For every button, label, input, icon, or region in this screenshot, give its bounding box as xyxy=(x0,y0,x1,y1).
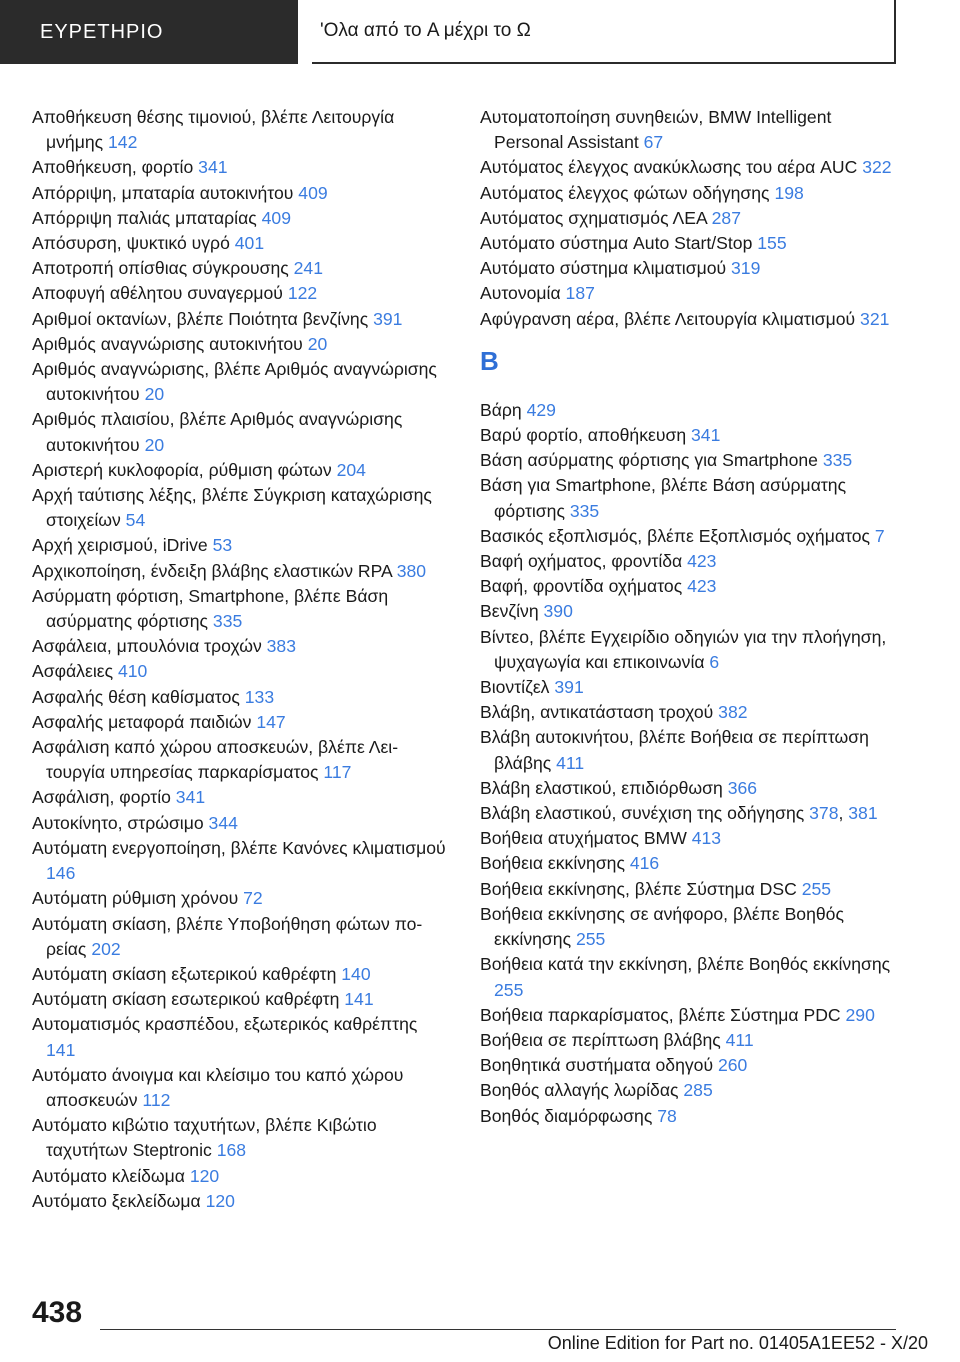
page-link[interactable]: 255 xyxy=(801,878,832,899)
index-entry xyxy=(32,281,450,306)
index-entry xyxy=(480,1104,900,1129)
index-entry-text: Αυτόματη σκίαση εσωτερικού καθρέφτη xyxy=(32,989,340,1010)
index-entry-text: Αυτοματοποίηση συνηθειών, BMW Intelligent Personal Assistant xyxy=(480,107,832,153)
index-entry xyxy=(480,1078,900,1103)
page-link[interactable]: 322 xyxy=(862,157,892,178)
page-link[interactable]: 67 xyxy=(643,132,664,153)
page-link[interactable]: 53 xyxy=(212,535,233,556)
index-entry xyxy=(480,625,900,675)
index-entry-text: Βοήθεια εκκίνησης xyxy=(480,853,625,874)
index-column-left xyxy=(32,105,450,1214)
page-link[interactable]: 141 xyxy=(46,1039,76,1060)
index-entry-text: Αριστερή κυκλοφορία, ρύθμιση φώτων xyxy=(32,459,332,480)
index-entry-text: Αυτόματη ρύθμιση χρόνου xyxy=(32,888,239,909)
page-link[interactable]: 335 xyxy=(822,450,853,471)
index-entry xyxy=(480,206,900,231)
page-link[interactable]: 390 xyxy=(543,601,573,622)
index-entry-text: Βλάβη, αντικατάσταση τροχού xyxy=(480,702,714,723)
index-entry xyxy=(32,811,450,836)
page-link[interactable]: 187 xyxy=(565,283,595,304)
index-entry-text: Αυτόματος έλεγχος ανακύκλωσης του αέρα AUC xyxy=(480,157,858,178)
index-entry xyxy=(32,836,450,886)
page-link[interactable]: 198 xyxy=(774,182,804,203)
index-entry-text: Αυτόματος σχηματισμός ΛΕΑ xyxy=(480,207,707,228)
index-entry xyxy=(480,231,900,256)
index-entry-text: Αποθήκευση θέσης τιμονιού, βλέπε Λειτουργία μνήμης xyxy=(32,107,395,153)
index-entry-text: Ασφαλής θέση καθίσματος xyxy=(32,686,240,707)
index-entry xyxy=(32,155,450,180)
index-entry-text: Βιοντίζελ xyxy=(480,677,550,698)
page-link[interactable]: 378 xyxy=(809,803,839,824)
page-number: 438 xyxy=(32,1296,83,1329)
index-entry xyxy=(480,952,900,1002)
index-entry-text: Βοηθός αλλαγής λωρίδας xyxy=(480,1080,679,1101)
index-entry xyxy=(32,710,450,735)
index-entry xyxy=(480,473,900,523)
index-entry-text: Αυτόματος έλεγχος φώτων οδήγησης xyxy=(480,182,770,203)
header-title-text: 'Ολα από το A μέχρι το Ω xyxy=(320,20,531,41)
index-entry-text: Αυτόματη σκίαση εξωτερικού καθρέφτη xyxy=(32,963,337,984)
page-link[interactable]: 413 xyxy=(691,828,722,849)
index-entry xyxy=(480,155,900,180)
index-entry-text: Αριθμός αναγνώρισης, βλέπε Αριθμός αναγνώρισης αυτοκινήτου xyxy=(32,359,437,405)
index-entry xyxy=(32,785,450,810)
page-link[interactable]: 146 xyxy=(46,863,76,884)
page-link[interactable]: 423 xyxy=(687,551,717,572)
page-link[interactable]: 120 xyxy=(205,1190,235,1211)
index-entry xyxy=(480,398,900,423)
index-entry xyxy=(32,987,450,1012)
index-entry-text: Απόρριψη, μπαταρία αυτοκινήτου xyxy=(32,182,294,203)
index-entry-text: Αυτόματο σύστημα κλιματισμού xyxy=(480,258,727,279)
page-link[interactable]: 366 xyxy=(727,777,758,798)
index-entry-text: Ασύρματη φόρτιση, Smartphone, βλέπε Βάση ασύρματης φόρτισης xyxy=(32,585,389,632)
index-entry-text: Βοήθεια σε περίπτωση βλάβης xyxy=(480,1029,721,1050)
page-link[interactable]: 20 xyxy=(144,384,165,405)
page-link[interactable]: 344 xyxy=(208,812,238,833)
index-tab-label: ΕΥΡΕΤΗΡΙΟ xyxy=(40,20,164,43)
index-entry-text: Βοηθός διαμόρφωσης xyxy=(480,1105,653,1126)
index-entry xyxy=(32,231,450,256)
index-entry-text: Βοήθεια εκκίνησης σε ανήφορο, βλέπε Βοηθός εκκίνησης xyxy=(480,903,844,950)
page-link[interactable]: 168 xyxy=(216,1140,247,1161)
index-entry xyxy=(32,886,450,911)
index-entry xyxy=(480,423,900,448)
index-entry xyxy=(480,1053,900,1078)
index-entry-text: Αποθήκευση, φορτίο xyxy=(32,157,194,178)
page-link[interactable]: 202 xyxy=(91,938,121,959)
header-title xyxy=(312,0,896,64)
index-entry xyxy=(32,1113,450,1163)
index-entry xyxy=(32,483,450,533)
index-entry-text: Βάρη xyxy=(480,399,522,420)
index-entry-text: Αριθμοί οκτανίων, βλέπε Ποιότητα βενζίνης xyxy=(32,308,369,329)
index-entry-text: Ασφάλιση καπό χώρου αποσκευών, βλέπε Λειτουργία υπηρεσίας παρκαρίσματος xyxy=(32,737,399,783)
index-entry-text: Βαφή οχήματος, φροντίδα xyxy=(480,551,683,572)
index-entry xyxy=(32,685,450,710)
index-entry xyxy=(32,584,450,634)
index-entry xyxy=(32,105,450,155)
page-link[interactable]: 285 xyxy=(683,1080,713,1101)
page-link[interactable]: 410 xyxy=(117,661,148,682)
footer-divider xyxy=(100,1329,896,1330)
index-entry-text: Αυτόματο άνοιγμα και κλείσιμο του καπό χώρου αποσκευών xyxy=(32,1064,404,1110)
index-entry-text: Αποτροπή οπίσθιας σύγκρουσης xyxy=(32,258,289,279)
page-link[interactable]: 20 xyxy=(307,333,328,354)
index-entry-text: Αυτοκίνητο, στρώσιμο xyxy=(32,812,204,833)
page-link[interactable]: 409 xyxy=(261,207,291,228)
index-entry xyxy=(480,256,900,281)
index-entry xyxy=(32,407,450,457)
page-link[interactable]: 411 xyxy=(725,1029,754,1050)
index-entry-text: Αποφυγή αθέλητου συναγερμού xyxy=(32,283,283,304)
index-entry-text: Βαρύ φορτίο, αποθήκευση xyxy=(480,425,687,446)
page-link[interactable]: 380 xyxy=(396,560,427,581)
index-entry-text: Αυτόματο ξεκλείδωμα xyxy=(32,1190,201,1211)
page-link[interactable]: 78 xyxy=(657,1105,677,1126)
index-entry-text: Ασφάλεια, μπουλόνια τροχών xyxy=(32,636,262,657)
index-entry-text: Βοήθεια εκκίνησης, βλέπε Σύστημα DSC xyxy=(480,878,797,899)
index-entry-text: Αυτόματη ενεργοποίηση, βλέπε Κανόνες κλιματισμού xyxy=(32,837,446,858)
index-entry xyxy=(480,877,900,902)
index-entry xyxy=(32,659,450,684)
index-entry-text: Αρχικοποίηση, ένδειξη βλάβης ελαστικών RPA xyxy=(32,560,392,581)
page-link[interactable]: 409 xyxy=(298,182,328,203)
page-link[interactable]: 423 xyxy=(687,576,717,597)
page-link[interactable]: 341 xyxy=(198,157,228,178)
page-link[interactable]: 341 xyxy=(691,425,721,446)
page-link[interactable]: 120 xyxy=(189,1165,220,1186)
index-entry xyxy=(480,700,900,725)
index-entry xyxy=(32,181,450,206)
index-entry-text: Βασικός εξοπλισμός, βλέπε Εξοπλισμός οχήματος xyxy=(480,525,870,546)
page-link[interactable]: 341 xyxy=(175,787,206,808)
index-entry-text: Αυτοματισμός κρασπέδου, εξωτερικός καθρέπτης xyxy=(32,1014,418,1035)
index-entry xyxy=(480,281,900,306)
index-tab[interactable] xyxy=(0,0,298,64)
index-entry xyxy=(480,549,900,574)
index-entry-text: Βοήθεια κατά την εκκίνηση, βλέπε Βοηθός εκκίνησης xyxy=(480,954,891,975)
page-link[interactable]: 7 xyxy=(874,525,885,546)
index-entry xyxy=(480,776,900,801)
page-link[interactable]: 147 xyxy=(256,711,286,732)
index-entry-text: Αρχή χειρισμού, iDrive xyxy=(32,535,208,556)
index-entry xyxy=(480,524,900,549)
index-entry: Βλάβη ελαστικού, συνέχιση της οδήγησης 378, 381 xyxy=(480,803,878,824)
index-entry xyxy=(32,912,450,962)
index-entry-text: Βάση για Smartphone, βλέπε Βάση ασύρματης φόρτισης xyxy=(480,475,847,521)
index-entry-text: Ασφάλιση, φορτίο xyxy=(32,787,171,808)
index-entry-text: Αριθμός πλαισίου, βλέπε Αριθμός αναγνώρισης αυτοκινήτου xyxy=(32,409,403,455)
index-entry-text: Βοήθεια ατυχήματος BMW xyxy=(480,828,687,849)
footer-text: Online Edition for Part no. 01405A1EE52 - X/20 xyxy=(547,1333,928,1353)
index-entry xyxy=(32,1063,450,1113)
index-entry xyxy=(32,735,450,785)
index-entry xyxy=(32,357,450,407)
page-link[interactable]: 241 xyxy=(293,258,323,279)
page-link[interactable]: 112 xyxy=(142,1089,171,1110)
page-link[interactable]: 382 xyxy=(718,702,748,723)
page-link[interactable]: 391 xyxy=(373,308,403,329)
index-entry-text: Αυτόματο σύστημα Auto Start/Stop xyxy=(480,233,753,254)
index-entry-text: Βλάβη ελαστικού, συνέχιση της οδήγησης xyxy=(480,803,805,824)
index-entry-text: Βοήθεια παρκαρίσματος, βλέπε Σύστημα PDC xyxy=(480,1004,841,1025)
page-link[interactable]: 255 xyxy=(575,929,606,950)
index-entry-text: Βαφή, φροντίδα οχήματος xyxy=(480,576,683,597)
index-entry xyxy=(32,634,450,659)
page-link[interactable]: 141 xyxy=(344,989,374,1010)
index-entry-text: Αυτόματο κλείδωμα xyxy=(32,1165,185,1186)
page-link[interactable]: 416 xyxy=(629,853,660,874)
page-link[interactable]: 381 xyxy=(848,803,878,824)
index-group-a xyxy=(480,105,900,332)
page-link[interactable]: 383 xyxy=(266,636,296,657)
page-link[interactable]: 20 xyxy=(144,434,165,455)
index-entry xyxy=(480,675,900,700)
index-entry-text: Αυτόματη σκίαση, βλέπε Υποβοήθηση φώτων πορείας xyxy=(32,913,423,959)
page-link[interactable]: 140 xyxy=(341,963,371,984)
page-link[interactable]: 290 xyxy=(845,1004,875,1025)
index-entry xyxy=(480,181,900,206)
index-entry xyxy=(480,851,900,876)
page-link[interactable]: 335 xyxy=(212,611,243,632)
page-link[interactable]: 287 xyxy=(711,207,741,228)
index-entry-text: Αρχή ταύτισης λέξης, βλέπε Σύγκριση καταχώρισης στοιχείων xyxy=(32,485,432,531)
index-entry xyxy=(32,1189,450,1214)
index-entry xyxy=(480,448,900,473)
index-entry xyxy=(480,826,900,851)
page-link[interactable]: 411 xyxy=(556,752,585,773)
page-link[interactable]: 142 xyxy=(108,132,138,153)
index-entry-text: Βενζίνη xyxy=(480,601,539,622)
index-entry xyxy=(32,962,450,987)
index-entry-text: Αριθμός αναγνώρισης αυτοκινήτου xyxy=(32,333,303,354)
page-link[interactable]: 204 xyxy=(336,459,366,480)
section-letter: B xyxy=(480,345,499,376)
index-entry-text: Βίντεο, βλέπε Εγχειρίδιο οδηγιών για την πλοήγηση, ψυχαγωγία και επικοινωνία xyxy=(480,626,887,672)
index-entry xyxy=(480,105,900,155)
index-entry xyxy=(32,307,450,332)
index-entry-text: Αφύγρανση αέρα, βλέπε Λειτουργία κλιματισμού xyxy=(480,308,856,329)
index-entry-text: Απόσυρση, ψυκτικό υγρό xyxy=(32,233,230,254)
index-entry xyxy=(32,332,450,357)
index-entry xyxy=(480,1003,900,1028)
page-link[interactable]: 72 xyxy=(243,888,263,909)
index-entry-text: Αυτονομία xyxy=(480,283,561,304)
index-entry xyxy=(480,574,900,599)
page-link[interactable]: 155 xyxy=(757,233,787,254)
page-link[interactable]: 117 xyxy=(323,762,352,783)
index-entry-text: Ασφάλειες xyxy=(32,661,114,682)
index-entry xyxy=(32,559,450,584)
index-entry xyxy=(480,725,900,775)
index-entry-text: Αυτόματο κιβώτιο ταχυτήτων, βλέπε Κιβώτιο ταχυτήτων Steptronic xyxy=(32,1115,377,1161)
page-link[interactable]: 122 xyxy=(287,283,318,304)
page-link[interactable]: 335 xyxy=(569,500,600,521)
page-link[interactable]: 391 xyxy=(554,677,584,698)
page-link[interactable]: 429 xyxy=(526,399,556,420)
index-group-b xyxy=(480,398,900,1129)
index-entry-text: Βλάβη ελαστικού, επιδιόρθωση xyxy=(480,777,723,798)
index-entry xyxy=(480,599,900,624)
index-entry-text: Βλάβη αυτοκινήτου, βλέπε Βοήθεια σε περίπτωση βλάβης xyxy=(480,727,869,773)
page-link[interactable]: 54 xyxy=(125,510,146,531)
index-entry xyxy=(480,1028,900,1053)
index-entry xyxy=(32,206,450,231)
index-entry xyxy=(32,533,450,558)
index-entry xyxy=(32,458,450,483)
index-entry xyxy=(32,1012,450,1062)
page-link[interactable]: 6 xyxy=(709,651,720,672)
page-link[interactable]: 401 xyxy=(234,233,265,254)
index-entry-text: Βάση ασύρματης φόρτισης για Smartphone xyxy=(480,450,818,471)
index-entry xyxy=(480,902,900,952)
index-entry xyxy=(32,1164,450,1189)
index-entry-text: Βοηθητικά συστήματα οδηγού xyxy=(480,1055,714,1076)
index-entry xyxy=(32,256,450,281)
page-link[interactable]: 133 xyxy=(244,686,275,707)
index-entry-text: Ασφαλής μεταφορά παιδιών xyxy=(32,711,252,732)
index-column-right xyxy=(480,105,900,1129)
page-link[interactable]: 319 xyxy=(731,258,761,279)
page-link[interactable]: 321 xyxy=(860,308,890,329)
page-link[interactable]: 255 xyxy=(494,979,524,1000)
index-entry xyxy=(480,307,900,332)
page-link[interactable]: 260 xyxy=(717,1055,748,1076)
index-entry-text: Απόρριψη παλιάς μπαταρίας xyxy=(32,207,257,228)
